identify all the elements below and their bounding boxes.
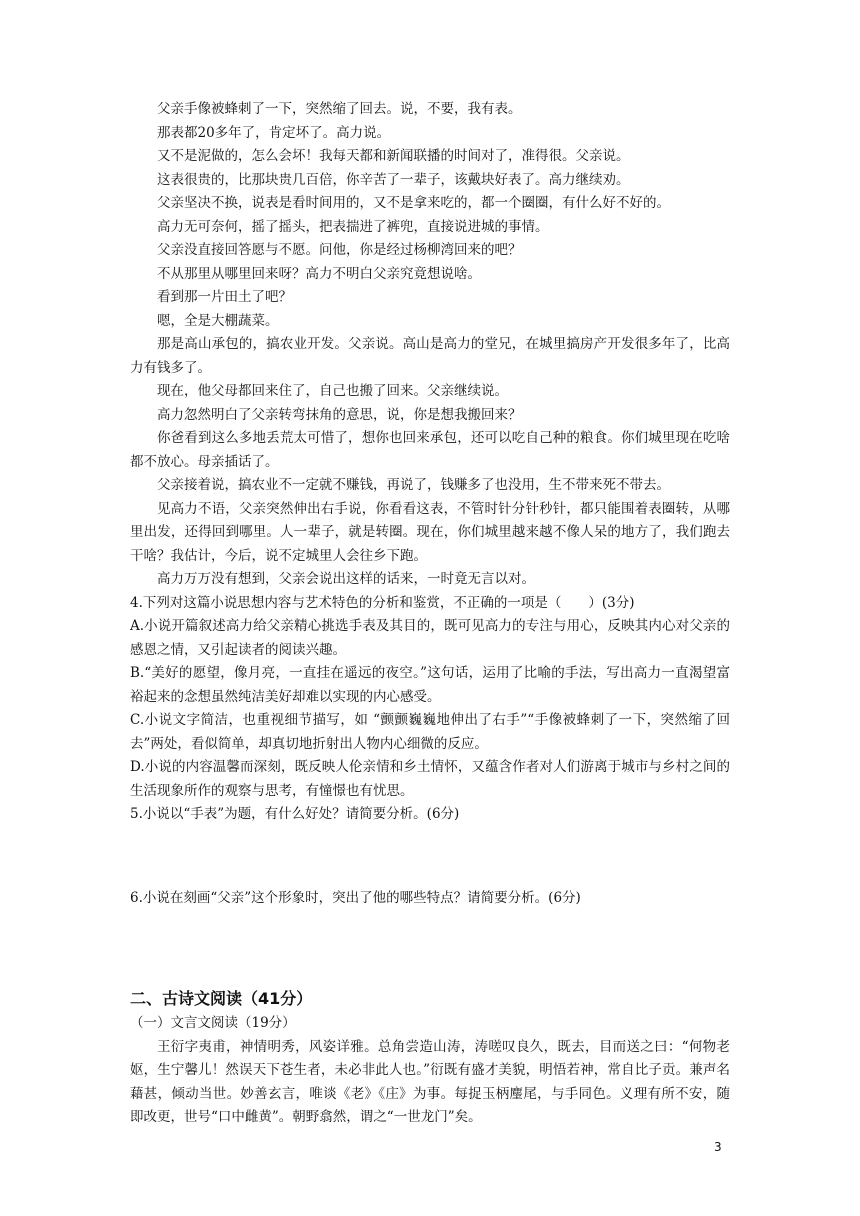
- story-paragraph: 现在，他父母都回来住了，自己也搬了回来。父亲继续说。: [157, 383, 508, 399]
- section-2-subtitle: （一）文言文阅读（19分）: [130, 1015, 296, 1031]
- story-paragraph: 高力万万没有想到，父亲会说出这样的话来，一时竟无言以对。: [157, 571, 535, 587]
- page-content: [130, 98, 730, 1130]
- question-4-option-a: A.小说开篇叙述高力给父亲精心挑选手表及其目的，既可见高力的专注与用心，反映其内心对父亲的感恩之情，又引起读者的阅读兴趣。: [130, 618, 730, 658]
- story-paragraph: 高力无可奈何，摇了摇头，把表揣进了裤兜，直接说进城的事情。: [157, 218, 549, 235]
- story-paragraph: 又不是泥做的，怎么会坏！我每天都和新闻联播的时间对了，准得很。父亲说。: [157, 148, 630, 164]
- question-4-option-b: B.“美好的愿望，像月亮，一直挂在遥远的夜空。”这句话，运用了比喻的手法，写出高力一直渴望富裕起来的念想虽然纯洁美好却难以实现的内心感受。: [130, 665, 730, 705]
- story-paragraph: 不从那里从哪里回来呀？高力不明白父亲究竟想说啥。: [157, 265, 481, 282]
- question-4-option-d: D.小说的内容温馨而深刻，既反映人伦亲情和乡土情怀，又蕴含作者对人们游离于城市与乡村之间的生活现象所作的观察与思考，有憧憬也有忧思。: [130, 759, 730, 799]
- section-2-title: 二、古诗文阅读（41分）: [130, 989, 313, 1008]
- story-paragraph: 高力忽然明白了父亲转弯抹角的意思，说，你是想我搬回来？: [157, 406, 522, 423]
- story-paragraph: 那是高山承包的，搞农业开发。父亲说。高山是高力的堂兄，在城里搞房产开发很多年了，比高力有钱多了。: [130, 336, 730, 376]
- question-4-stem: 4.下列对这篇小说思想内容与艺术特色的分析和鉴赏，不正确的一项是（ ）(3分): [130, 594, 635, 611]
- story-text: [130, 98, 730, 592]
- story-paragraph: 这表很贵的，比那块贵几百倍，你辛苦了一辈子，该戴块好表了。高力继续劝。: [157, 171, 630, 188]
- answer-space-6: [130, 910, 730, 974]
- page-number: 3: [714, 1140, 722, 1154]
- question-4: [130, 592, 730, 804]
- classical-text: 王衍字夷甫，神情明秀，风姿详雅。总角尝造山涛，涛嗟叹良久，既去，目而送之曰：“何物老妪，生宁馨儿！然误天下苍生者，未必非此人也。”衍既有盛才美貌，明悟若神，常自比子贡。兼声名藉甚，倾动当世。妙善玄言，唯谈《老》《庄》为事。每捉玉柄麈尾，与手同色。义理有所不安，随即改更，世号“口中雌黄”。朝野翕然，谓之“一世龙门”矣。: [130, 1038, 730, 1125]
- question-6: 6.小说在刻画“父亲”这个形象时，突出了他的哪些特点？请简要分析。(6分): [130, 889, 581, 906]
- story-paragraph: 见高力不语，父亲突然伸出右手说，你看看这表，不管时针分针秒针，都只能围着表圈转，从哪里出发，还得回到哪里。人一辈子，就是转圈。现在，你们城里越来越不像人呆的地方了，我们跑去干啥？我估计，今后，说不定城里人会往乡下跑。: [130, 500, 730, 564]
- answer-space-5: [130, 827, 730, 887]
- question-4-option-c: C.小说文字简洁，也重视细节描写，如 “颤颤巍巍地伸出了右手”“手像被蜂刺了一下，突然缩了回去”两处，看似简单，却真切地折射出人物内心细微的反应。: [130, 712, 730, 752]
- story-paragraph: 看到那一片田土了吧？: [157, 289, 292, 305]
- story-paragraph: 那表都20多年了，肯定坏了。高力说。: [157, 124, 391, 141]
- story-paragraph: 父亲手像被蜂刺了一下，突然缩了回去。说，不要，我有表。: [157, 101, 522, 117]
- question-5: 5.小说以“手表”为题，有什么好处？请简要分析。(6分): [130, 806, 460, 822]
- story-paragraph: 你爸看到这么多地丢荒太可惜了，想你也回来承包，还可以吃自己种的粮食。你们城里现在吃啥都不放心。母亲插话了。: [130, 430, 730, 470]
- story-paragraph: 父亲没直接回答愿与不愿。问他，你是经过杨柳湾回来的吧？: [157, 242, 522, 258]
- story-paragraph: 父亲坚决不换，说表是看时间用的，又不是拿来吃的，都一个圈圈，有什么好不好的。: [157, 195, 670, 211]
- story-paragraph: 嗯，全是大棚蔬菜。: [157, 312, 279, 329]
- story-paragraph: 父亲接着说，搞农业不一定就不赚钱，再说了，钱赚多了也没用，生不带来死不带去。: [157, 477, 670, 493]
